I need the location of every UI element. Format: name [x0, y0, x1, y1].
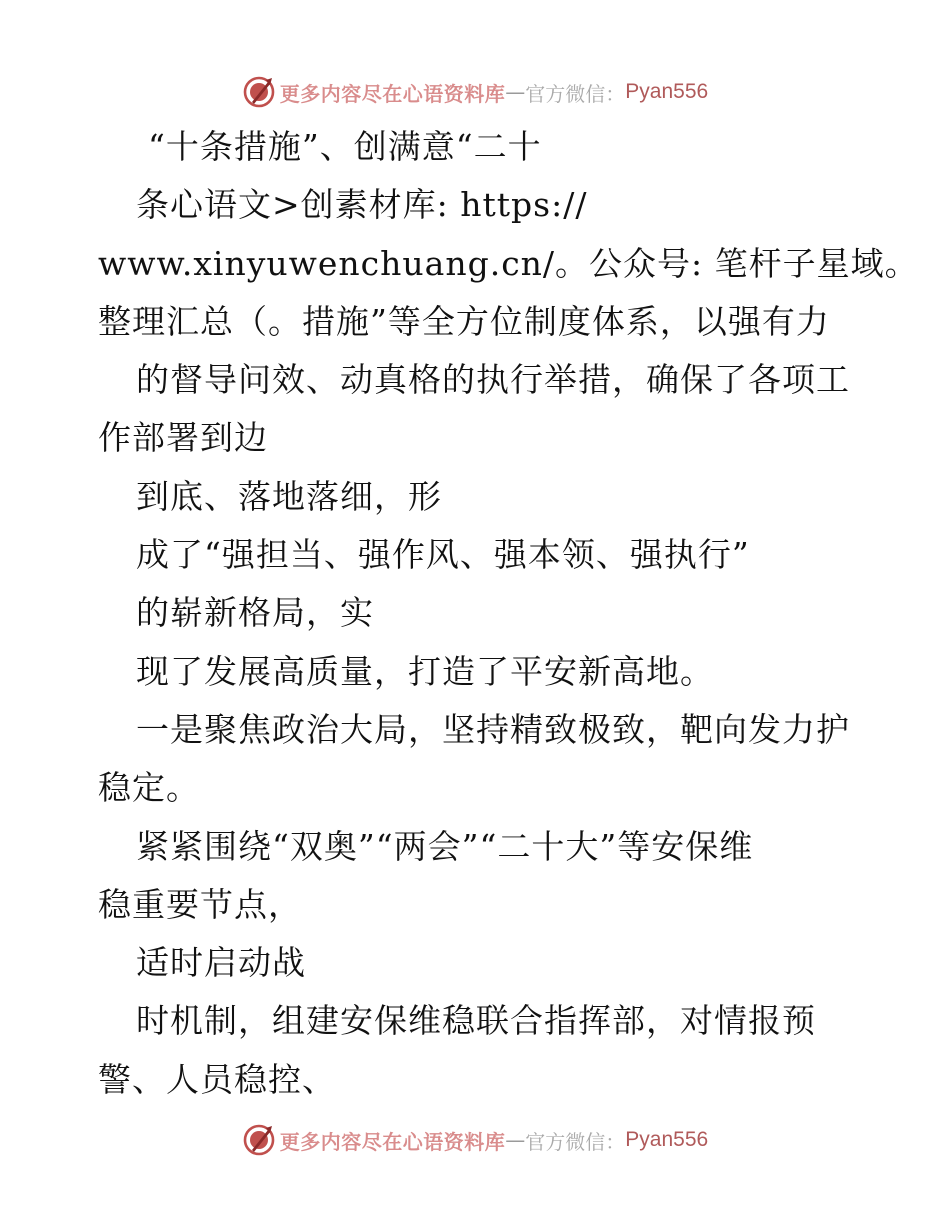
- text-line: 的督导问效、动真格的执行举措，确保了各项工: [136, 360, 850, 400]
- banner-text: 更多内容尽在心语资料库: [279, 1129, 506, 1154]
- banner-contact-label: 官方微信：: [525, 81, 626, 106]
- banner-contact-id: Pyan556: [625, 1128, 709, 1151]
- text-line: 一是聚焦政治大局，坚持精致极致，靶向发力护: [136, 709, 850, 749]
- text-line: “十条措施”、创满意“二十: [148, 127, 542, 166]
- text-line: 到底、落地落细，形: [136, 476, 442, 516]
- text-line: 警、人员稳控、: [98, 1059, 336, 1099]
- banner-separator: —: [505, 1128, 526, 1152]
- text-line: 现了发展高质量，打造了平安新高地。: [136, 651, 714, 691]
- text-line: 时机制，组建安保维稳联合指挥部，对情报预: [136, 1001, 816, 1041]
- text-line: www.xinyuwenchuang.cn/。公众号: 笔杆子星域。: [98, 243, 919, 283]
- text-line: 的崭新格局，实: [136, 593, 374, 633]
- header-banner: [0, 72, 950, 112]
- document-body: [98, 118, 919, 1109]
- banner-text: 更多内容尽在心语资料库: [279, 81, 506, 106]
- quill-seal-icon: [242, 1123, 276, 1157]
- banner-contact-id: Pyan556: [625, 80, 709, 103]
- text-line: 成了“强担当、强作风、强本领、强执行”: [136, 535, 750, 575]
- text-line: 条心语文>创素材库: https://: [136, 185, 588, 225]
- text-line: 适时启动战: [136, 943, 306, 983]
- banner-contact-label: 官方微信：: [525, 1129, 626, 1154]
- text-line: 整理汇总（。措施”等全方位制度体系，以强有力: [98, 301, 830, 341]
- text-line: 作部署到边: [98, 418, 268, 458]
- banner-separator: —: [505, 80, 526, 104]
- text-line: 紧紧围绕“双奥”“两会”“二十大”等安保维: [136, 826, 754, 866]
- text-line: 稳定。: [98, 768, 200, 808]
- footer-banner: [0, 1120, 950, 1160]
- quill-seal-icon: [242, 75, 276, 109]
- text-line: 稳重要节点，: [98, 884, 302, 924]
